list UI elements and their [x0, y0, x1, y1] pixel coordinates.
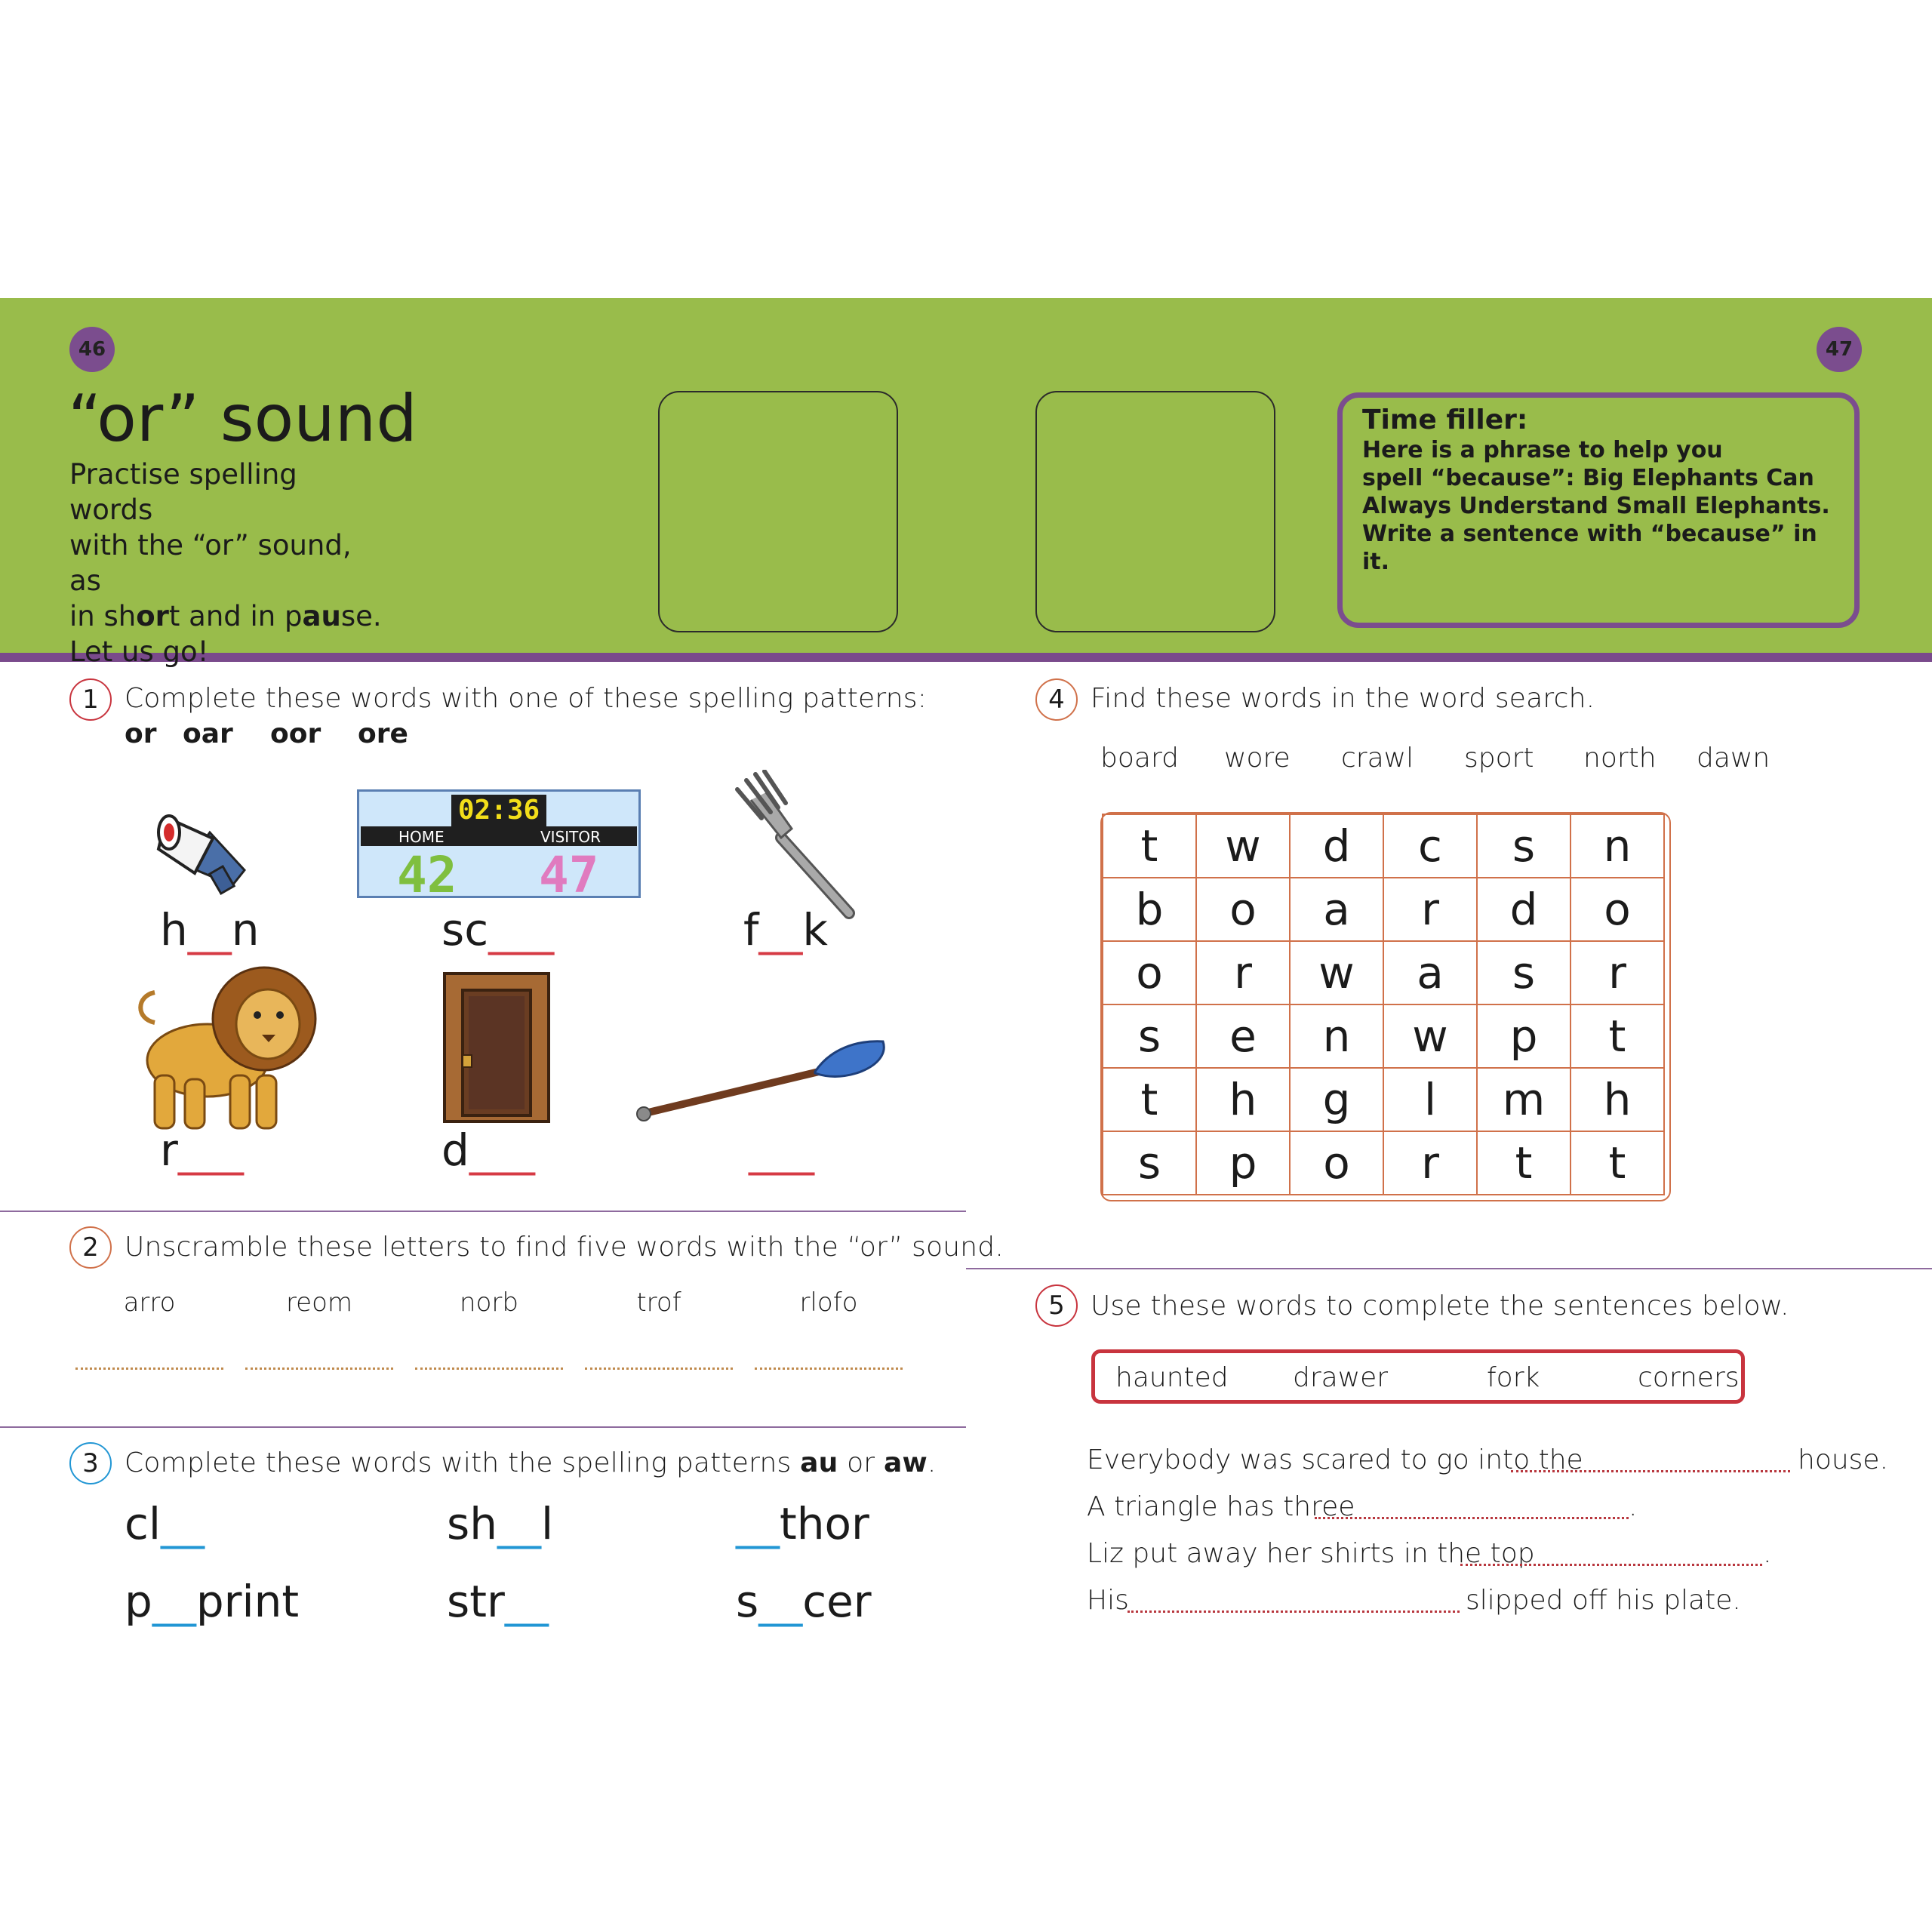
grid-cell[interactable]: w: [1196, 814, 1290, 878]
sentence-1-start: Everybody was scared to go into the: [1087, 1444, 1583, 1475]
intro-text: Practise spelling words with the “or” sound, as in short and in pause. Let us go!: [69, 458, 382, 668]
grid-cell[interactable]: g: [1290, 1068, 1383, 1131]
grid-cell[interactable]: s: [1103, 1004, 1196, 1068]
grid-cell[interactable]: s: [1477, 814, 1571, 878]
search-word-crawl: crawl: [1341, 743, 1414, 774]
answer-line-4[interactable]: [585, 1367, 733, 1370]
grid-cell[interactable]: s: [1103, 1131, 1196, 1195]
question-4-prompt: Find these words in the word search.: [1091, 683, 1595, 714]
word-author: __thor: [736, 1498, 869, 1549]
grid-cell[interactable]: r: [1383, 1131, 1477, 1195]
sentence-4-blank[interactable]: [1128, 1611, 1460, 1613]
door-icon: [443, 972, 550, 1123]
sticker-box-2: [1035, 391, 1275, 632]
grid-cell[interactable]: a: [1383, 941, 1477, 1004]
horn-icon: [151, 796, 257, 902]
question-5-number: 5: [1035, 1284, 1078, 1327]
scoreboard-home-label: HOME: [398, 828, 445, 846]
grid-cell[interactable]: c: [1383, 814, 1477, 878]
search-word-north: north: [1583, 743, 1657, 774]
sentence-2-blank[interactable]: [1315, 1517, 1629, 1519]
word-door: d___: [441, 1124, 535, 1176]
grid-cell[interactable]: r: [1196, 941, 1290, 1004]
grid-cell[interactable]: s: [1477, 941, 1571, 1004]
grid-cell[interactable]: o: [1290, 1131, 1383, 1195]
sentence-3-start: Liz put away her shirts in the top: [1087, 1538, 1535, 1569]
question-1-number: 1: [69, 678, 112, 721]
sentence-2-end: .: [1629, 1491, 1638, 1522]
answer-line-3[interactable]: [415, 1367, 563, 1370]
word-saucer: s__cer: [736, 1576, 872, 1627]
separator-1-2: [0, 1211, 966, 1212]
answer-line-5[interactable]: [755, 1367, 903, 1370]
time-filler-text: Here is a phrase to help you spell “because”: Big Elephants Can Always Understand Small Elephants. Write a sentence with “because” in it.: [1362, 437, 1830, 575]
pattern-oar: oar: [183, 718, 233, 749]
question-2-prompt: Unscramble these letters to find five words with the “or” sound.: [125, 1232, 1004, 1263]
grid-cell[interactable]: t: [1571, 1004, 1664, 1068]
scramble-5: rlofo: [799, 1287, 858, 1318]
answer-line-2[interactable]: [245, 1367, 393, 1370]
word-claw: cl__: [125, 1498, 205, 1549]
word-pawprint: p__print: [125, 1576, 300, 1627]
word-oar: ___: [749, 1124, 814, 1176]
grid-cell[interactable]: r: [1383, 878, 1477, 941]
grid-cell[interactable]: p: [1477, 1004, 1571, 1068]
pattern-or: or: [125, 718, 157, 749]
grid-cell[interactable]: h: [1196, 1068, 1290, 1131]
word-score: sc___: [441, 904, 555, 955]
scoreboard-visitor-score: 47: [539, 846, 599, 904]
question-5-prompt: Use these words to complete the sentences below.: [1091, 1291, 1789, 1321]
answer-line-1[interactable]: [75, 1367, 223, 1370]
sentence-4-start: His: [1087, 1585, 1129, 1616]
lion-icon: [132, 962, 321, 1140]
grid-cell[interactable]: a: [1290, 878, 1383, 941]
grid-cell[interactable]: b: [1103, 878, 1196, 941]
grid-cell[interactable]: e: [1196, 1004, 1290, 1068]
bank-word-haunted: haunted: [1115, 1362, 1229, 1393]
question-1-prompt: Complete these words with one of these spelling patterns:: [125, 683, 928, 714]
grid-cell[interactable]: t: [1103, 1068, 1196, 1131]
grid-cell[interactable]: t: [1571, 1131, 1664, 1195]
sentence-1-blank[interactable]: [1511, 1470, 1790, 1472]
question-2-number: 2: [69, 1226, 112, 1269]
sentence-4-end: slipped off his plate.: [1466, 1585, 1741, 1616]
grid-cell[interactable]: l: [1383, 1068, 1477, 1131]
grid-cell[interactable]: n: [1571, 814, 1664, 878]
scramble-4: trof: [636, 1287, 681, 1318]
search-word-board: board: [1100, 743, 1179, 774]
time-filler-title: Time filler:: [1362, 405, 1528, 435]
grid-cell[interactable]: w: [1383, 1004, 1477, 1068]
grid-cell[interactable]: t: [1477, 1131, 1571, 1195]
page-number-left: 46: [69, 327, 115, 372]
separator-2-3: [0, 1426, 966, 1428]
grid-cell[interactable]: d: [1290, 814, 1383, 878]
search-word-dawn: dawn: [1697, 743, 1770, 774]
page-number-right: 47: [1817, 327, 1862, 372]
separator-4-5: [966, 1268, 1932, 1269]
sentence-3-blank[interactable]: [1460, 1564, 1762, 1566]
scoreboard-time: 02:36: [451, 795, 546, 826]
scoreboard-visitor-label: VISITOR: [540, 828, 601, 846]
sentence-3-end: .: [1763, 1538, 1772, 1569]
grid-cell[interactable]: n: [1290, 1004, 1383, 1068]
fork-icon: [728, 770, 864, 921]
grid-cell[interactable]: o: [1196, 878, 1290, 941]
oar-icon: [630, 1026, 887, 1132]
question-3-prompt: Complete these words with the spelling patterns au or aw.: [125, 1447, 937, 1478]
search-word-wore: wore: [1224, 743, 1291, 774]
scramble-2: reom: [285, 1287, 353, 1318]
word-horn: h__n: [160, 904, 260, 955]
word-search-frame: [1100, 812, 1671, 1201]
word-roar: r___: [160, 1124, 244, 1176]
grid-cell[interactable]: r: [1571, 941, 1664, 1004]
grid-cell[interactable]: w: [1290, 941, 1383, 1004]
scramble-1: arro: [123, 1287, 176, 1318]
bank-word-corners: corners: [1638, 1362, 1740, 1393]
word-straw: str__: [447, 1576, 549, 1627]
bank-word-drawer: drawer: [1293, 1362, 1389, 1393]
search-word-sport: sport: [1464, 743, 1534, 774]
bank-word-fork: fork: [1487, 1362, 1540, 1393]
scramble-3: norb: [460, 1287, 518, 1318]
grid-cell[interactable]: h: [1571, 1068, 1664, 1131]
word-shawl: sh__l: [447, 1498, 554, 1549]
pattern-oor: oor: [270, 718, 321, 749]
grid-cell[interactable]: d: [1477, 878, 1571, 941]
grid-cell[interactable]: t: [1103, 814, 1196, 878]
scoreboard-home-score: 42: [397, 846, 457, 904]
grid-cell[interactable]: o: [1571, 878, 1664, 941]
grid-cell[interactable]: o: [1103, 941, 1196, 1004]
sentence-2-start: A triangle has three: [1087, 1491, 1355, 1522]
pattern-ore: ore: [358, 718, 408, 749]
sticker-box-1: [658, 391, 898, 632]
grid-cell[interactable]: p: [1196, 1131, 1290, 1195]
page-title: “or” sound: [68, 381, 417, 457]
scoreboard-image: [357, 789, 641, 904]
question-4-number: 4: [1035, 678, 1078, 721]
sentence-1-end: house.: [1798, 1444, 1889, 1475]
word-fork: f__k: [743, 904, 829, 955]
grid-cell[interactable]: m: [1477, 1068, 1571, 1131]
question-3-number: 3: [69, 1442, 112, 1484]
